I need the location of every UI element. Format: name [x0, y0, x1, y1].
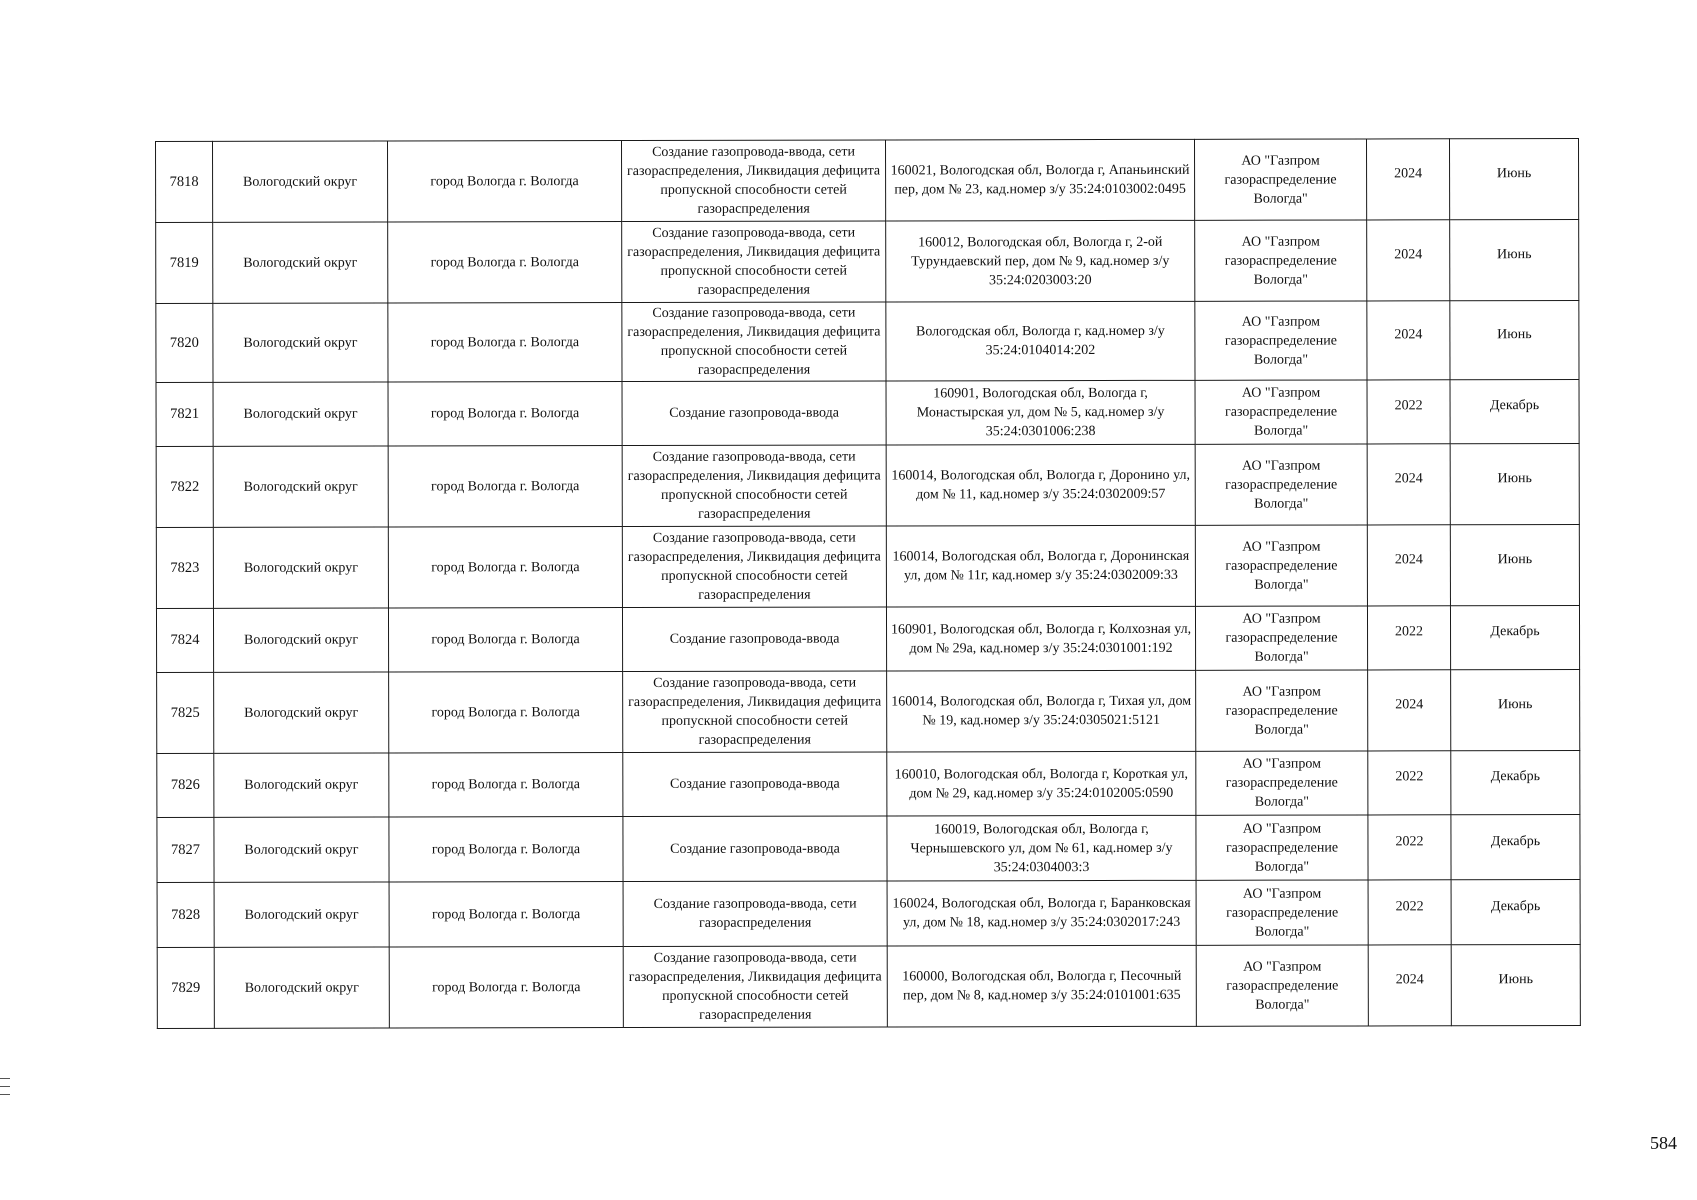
operator-cell: АО "Газпром газораспределение Вологда": [1195, 380, 1367, 444]
district-cell: Вологодский округ: [214, 753, 389, 817]
month-cell: Декабрь: [1450, 606, 1579, 670]
address-cell: 160901, Вологодская обл, Вологда г, Колхозная ул, дом № 29а, кад.номер з/у 35:24:0301001:192: [886, 606, 1195, 671]
operator-cell: АО "Газпром газораспределение Вологда": [1195, 525, 1367, 606]
page-number: 584: [1650, 1133, 1677, 1153]
address-cell: 160901, Вологодская обл, Вологда г, Монастырская ул, дом № 5, кад.номер з/у 35:24:0301006:238: [886, 380, 1195, 445]
locality-cell: город Вологда г. Вологда: [388, 608, 622, 672]
operator-cell: АО "Газпром газораспределение Вологда": [1195, 606, 1367, 670]
table-row: [156, 301, 1579, 383]
locality-cell: город Вологда г. Вологда: [389, 753, 623, 817]
locality-cell: город Вологда г. Вологда: [388, 222, 622, 303]
locality-cell: город Вологда г. Вологда: [388, 382, 622, 446]
table-row: [157, 880, 1580, 948]
month-cell: Июнь: [1450, 444, 1579, 525]
district-cell: Вологодский округ: [214, 817, 389, 882]
district-cell: Вологодский округ: [214, 882, 389, 947]
district-cell: Вологодский округ: [213, 382, 388, 446]
purpose-cell: Создание газопровода-ввода, сети газораспределения, Ликвидация дефицита пропускной способности сетей газораспределения: [623, 946, 887, 1028]
district-cell: Вологодский округ: [214, 672, 389, 753]
table-row: [157, 945, 1580, 1029]
purpose-cell: Создание газопровода-ввода: [622, 607, 886, 672]
district-cell: Вологодский округ: [214, 947, 389, 1028]
operator-cell: АО "Газпром газораспределение Вологда": [1196, 815, 1368, 880]
locality-cell: город Вологда г. Вологда: [388, 446, 622, 527]
address-cell: 160019, Вологодская обл, Вологда г, Чернышевского ул, дом № 61, кад.номер з/у 35:24:0304003:3: [887, 815, 1196, 881]
address-cell: 160014, Вологодская обл, Вологда г, Доронино ул, дом № 11, кад.номер з/у 35:24:0302009:57: [886, 444, 1195, 526]
operator-cell: АО "Газпром газораспределение Вологда": [1195, 301, 1367, 380]
row-number: 7823: [156, 527, 213, 608]
table-row: [156, 220, 1579, 304]
row-number: 7829: [157, 947, 214, 1028]
table-row: [156, 606, 1579, 673]
address-cell: 160014, Вологодская обл, Вологда г, Тихая ул, дом № 19, кад.номер з/у 35:24:0305021:5121: [887, 670, 1196, 752]
table-row: [157, 751, 1580, 818]
district-cell: Вологодский округ: [213, 303, 388, 382]
district-cell: Вологодский округ: [213, 222, 388, 303]
table-row: [156, 139, 1579, 223]
row-number: 7827: [157, 817, 214, 882]
month-cell: Июнь: [1450, 525, 1579, 606]
year-cell: 2024: [1367, 220, 1450, 301]
month-cell: Декабрь: [1451, 880, 1580, 945]
table-row: [156, 380, 1579, 447]
locality-cell: город Вологда г. Вологда: [389, 882, 623, 947]
address-cell: 160000, Вологодская обл, Вологда г, Песочный пер, дом № 8, кад.номер з/у 35:24:0101001:635: [887, 945, 1196, 1027]
purpose-cell: Создание газопровода-ввода: [623, 752, 887, 817]
locality-cell: город Вологда г. Вологда: [389, 947, 623, 1028]
operator-cell: АО "Газпром газораспределение Вологда": [1195, 220, 1367, 301]
purpose-cell: Создание газопровода-ввода, сети газораспределения, Ликвидация дефицита пропускной способности сетей газораспределения: [622, 302, 886, 382]
row-number: 7822: [156, 446, 213, 527]
district-cell: Вологодский округ: [213, 608, 388, 672]
row-number: 7819: [156, 222, 213, 303]
row-number: 7825: [157, 672, 214, 753]
year-cell: 2022: [1367, 606, 1450, 670]
year-cell: 2022: [1368, 880, 1451, 945]
table-row: [157, 670, 1580, 754]
locality-cell: город Вологда г. Вологда: [389, 672, 623, 753]
table-row: [157, 815, 1580, 883]
address-cell: 160024, Вологодская обл, Вологда г, Баранковская ул, дом № 18, кад.номер з/у 35:24:0302017:243: [887, 880, 1196, 946]
locality-cell: город Вологда г. Вологда: [388, 527, 622, 608]
purpose-cell: Создание газопровода-ввода, сети газораспределения, Ликвидация дефицита пропускной способности сетей газораспределения: [622, 140, 886, 222]
year-cell: 2024: [1368, 670, 1451, 751]
table-row: [156, 525, 1579, 609]
operator-cell: АО "Газпром газораспределение Вологда": [1196, 670, 1368, 751]
purpose-cell: Создание газопровода-ввода, сети газораспределения: [623, 881, 887, 947]
locality-cell: город Вологда г. Вологда: [388, 303, 622, 382]
gasification-table: [155, 138, 1581, 1029]
district-cell: Вологодский округ: [213, 141, 388, 222]
month-cell: Июнь: [1450, 220, 1579, 301]
purpose-cell: Создание газопровода-ввода, сети газораспределения, Ликвидация дефицита пропускной способности сетей газораспределения: [622, 526, 886, 608]
month-cell: Декабрь: [1450, 380, 1579, 444]
month-cell: Июнь: [1451, 945, 1580, 1026]
purpose-cell: Создание газопровода-ввода: [622, 381, 886, 446]
year-cell: 2022: [1368, 815, 1451, 880]
purpose-cell: Создание газопровода-ввода, сети газораспределения, Ликвидация дефицита пропускной способности сетей газораспределения: [622, 445, 886, 527]
purpose-cell: Создание газопровода-ввода, сети газораспределения, Ликвидация дефицита пропускной способности сетей газораспределения: [622, 221, 886, 303]
year-cell: 2024: [1366, 139, 1449, 220]
row-number: 7826: [157, 753, 214, 817]
month-cell: Июнь: [1451, 670, 1580, 751]
year-cell: 2022: [1367, 380, 1450, 444]
address-cell: Вологодская обл, Вологда г, кад.номер з/у 35:24:0104014:202: [886, 301, 1195, 381]
year-cell: 2024: [1367, 444, 1450, 525]
operator-cell: АО "Газпром газораспределение Вологда": [1196, 945, 1368, 1026]
month-cell: Июнь: [1449, 139, 1578, 220]
month-cell: Декабрь: [1451, 751, 1580, 815]
operator-cell: АО "Газпром газораспределение Вологда": [1196, 880, 1368, 945]
district-cell: Вологодский округ: [213, 446, 388, 527]
month-cell: Декабрь: [1451, 815, 1580, 880]
table-body: [156, 139, 1581, 1029]
locality-cell: город Вологда г. Вологда: [389, 817, 623, 882]
year-cell: 2024: [1368, 945, 1451, 1026]
scan-margin-mark: [0, 1078, 10, 1104]
year-cell: 2024: [1367, 525, 1450, 606]
row-number: 7828: [157, 882, 214, 947]
address-cell: 160014, Вологодская обл, Вологда г, Доронинская ул, дом № 11г, кад.номер з/у 35:24:0302009:33: [886, 525, 1195, 607]
operator-cell: АО "Газпром газораспределение Вологда": [1195, 444, 1367, 525]
table-row: [156, 444, 1579, 528]
locality-cell: город Вологда г. Вологда: [388, 141, 622, 222]
year-cell: 2024: [1367, 301, 1450, 380]
year-cell: 2022: [1368, 751, 1451, 815]
district-cell: Вологодский округ: [213, 527, 388, 608]
address-cell: 160021, Вологодская обл, Вологда г, Апаньинский пер, дом № 23, кад.номер з/у 35:24:0103002:0495: [885, 139, 1194, 221]
address-cell: 160010, Вологодская обл, Вологда г, Короткая ул, дом № 29, кад.номер з/у 35:24:0102005:0590: [887, 751, 1196, 816]
row-number: 7824: [156, 608, 213, 672]
month-cell: Июнь: [1450, 301, 1579, 380]
row-number: 7821: [156, 382, 213, 446]
operator-cell: АО "Газпром газораспределение Вологда": [1196, 751, 1368, 815]
purpose-cell: Создание газопровода-ввода, сети газораспределения, Ликвидация дефицита пропускной способности сетей газораспределения: [623, 671, 887, 753]
row-number: 7818: [156, 141, 213, 222]
operator-cell: АО "Газпром газораспределение Вологда": [1194, 139, 1366, 220]
purpose-cell: Создание газопровода-ввода: [623, 816, 887, 882]
address-cell: 160012, Вологодская обл, Вологда г, 2-ой Турундаевский пер, дом № 9, кад.номер з/у 35:24:0203003:20: [886, 220, 1195, 302]
row-number: 7820: [156, 303, 213, 382]
